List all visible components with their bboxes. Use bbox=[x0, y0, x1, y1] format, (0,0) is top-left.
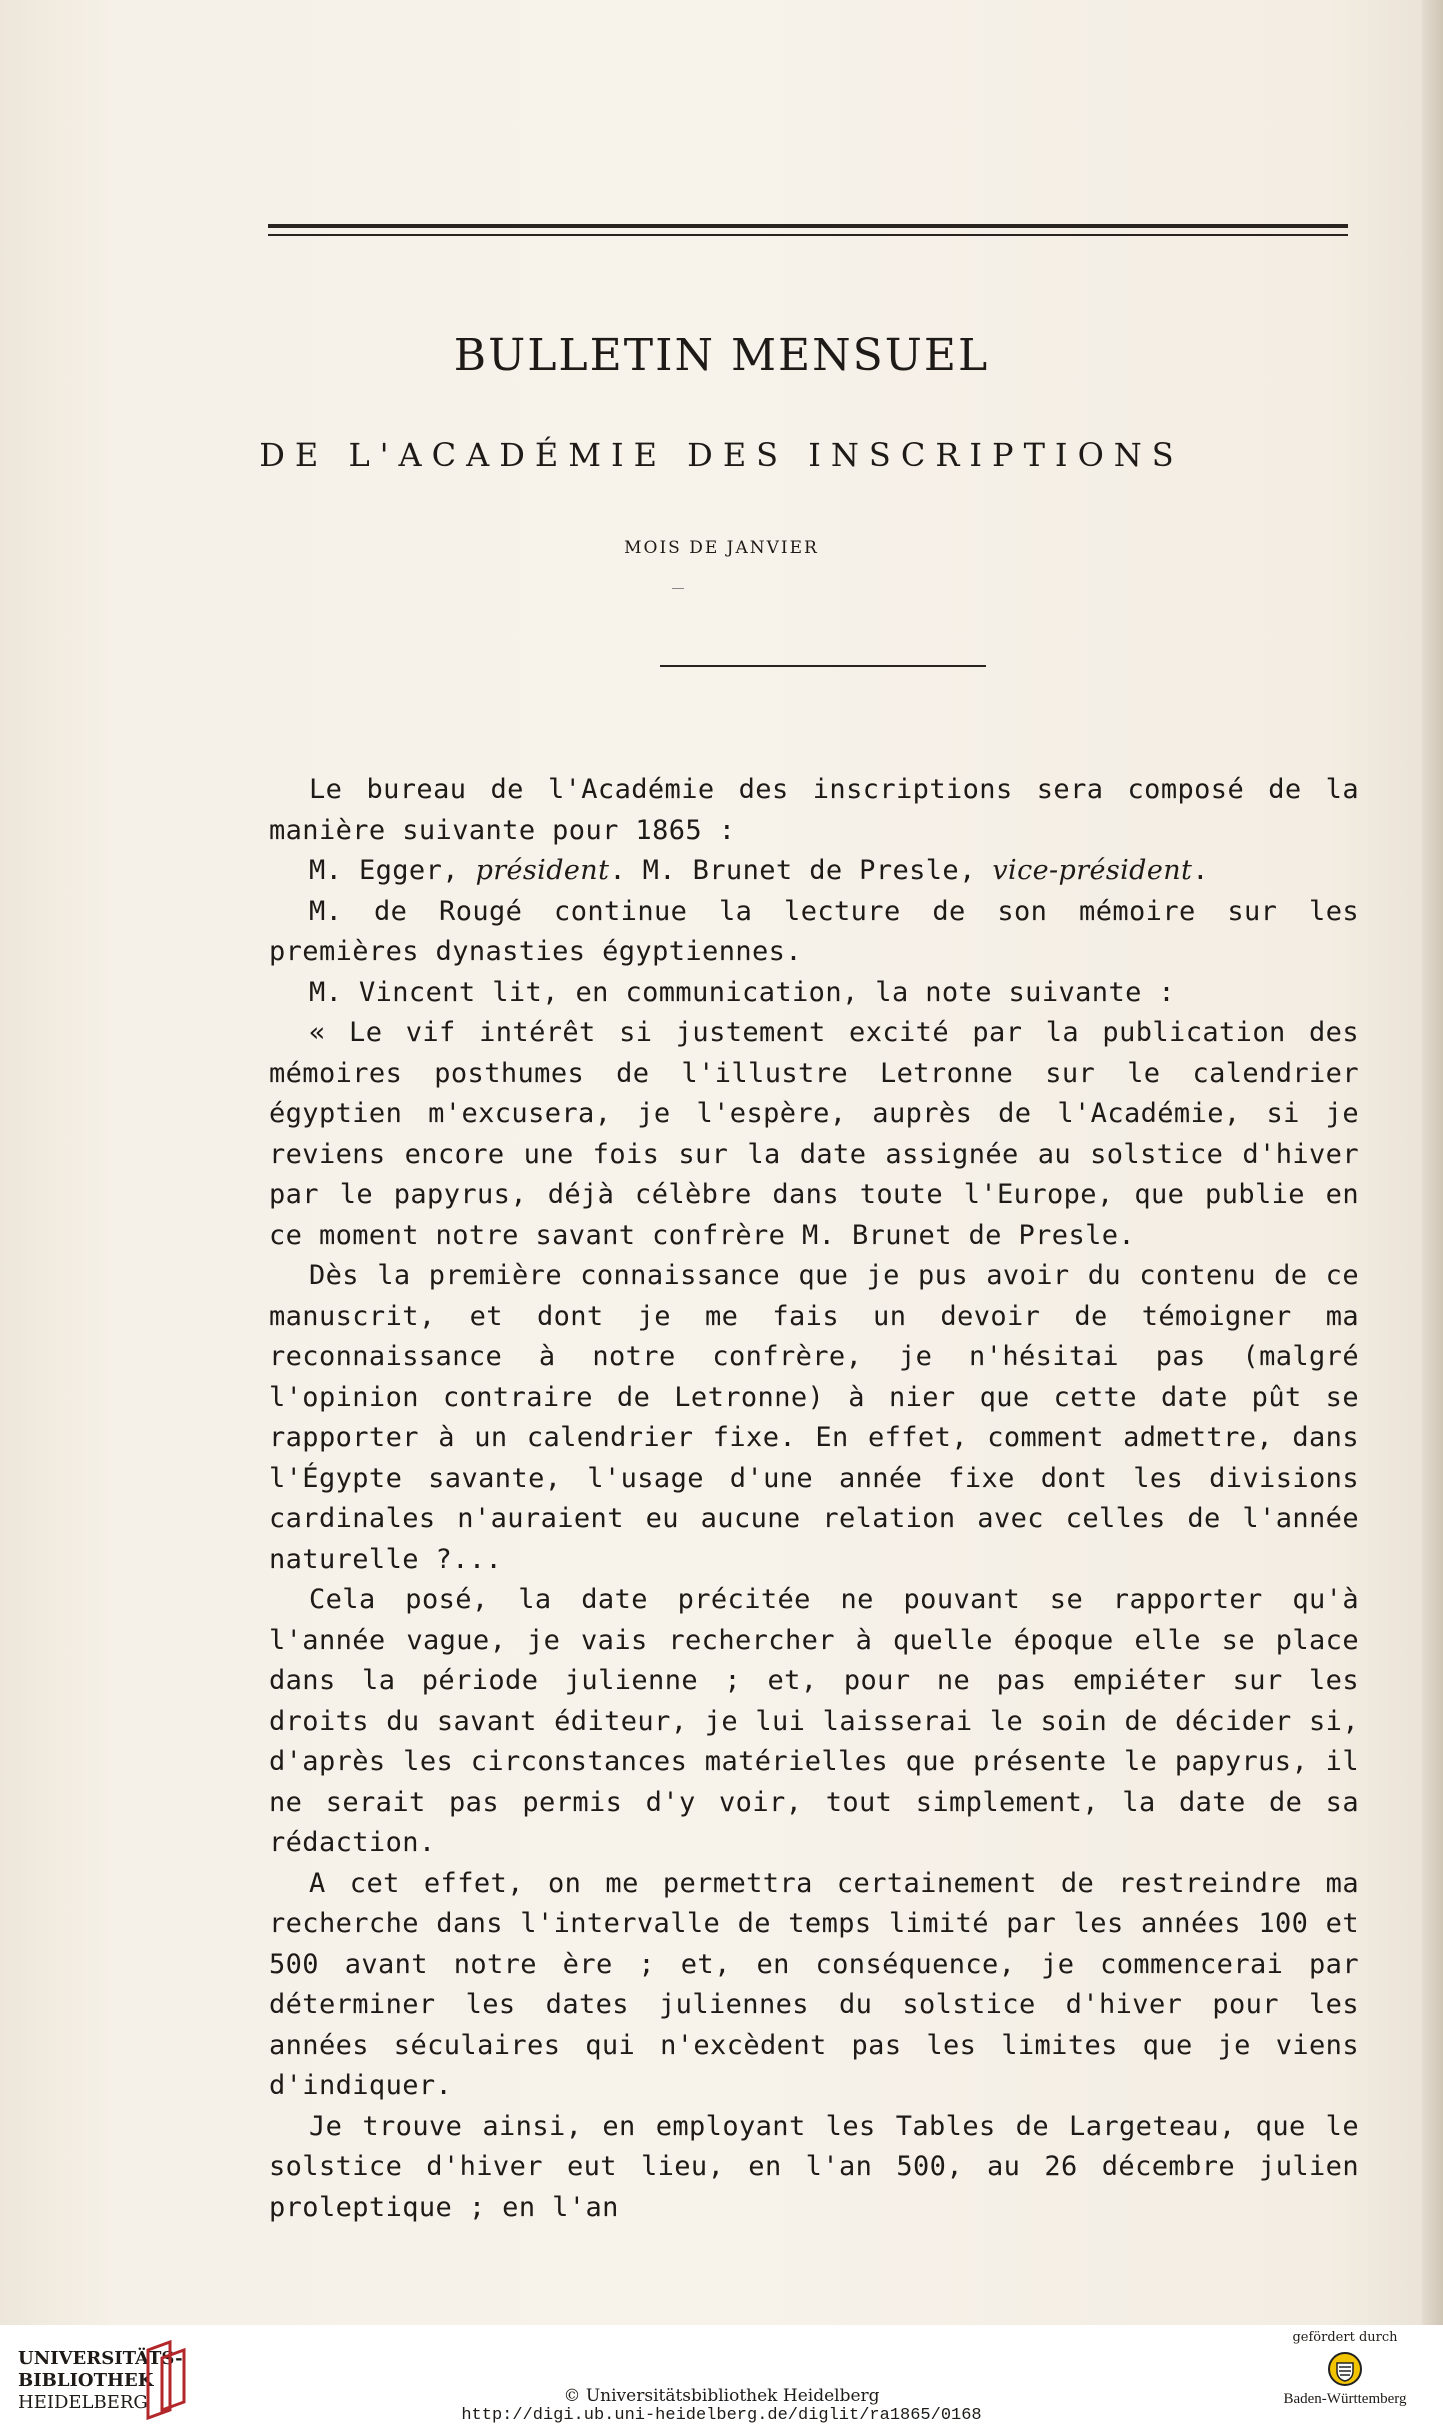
copyright-text: © Universitätsbibliothek Heidelberg bbox=[563, 2386, 880, 2406]
section-divider bbox=[660, 665, 986, 667]
article-body bbox=[269, 770, 1359, 2228]
paragraph: Le bureau de l'Académie des inscriptions sera composé de la manière suivante pour 1865 : bbox=[269, 774, 1359, 846]
state-seal-icon bbox=[1327, 2351, 1363, 2387]
header-double-rule-top bbox=[268, 224, 1348, 228]
bulletin-title: BULLETIN MENSUEL bbox=[453, 330, 990, 381]
copyright-block bbox=[0, 2386, 1443, 2426]
ornament-dash bbox=[672, 588, 684, 589]
paragraph: M. de Rougé continue la lecture de son mémoire sur les premières dynasties égyptiennes. bbox=[269, 895, 1359, 967]
role-president: président bbox=[475, 855, 610, 886]
header-double-rule-bottom bbox=[268, 234, 1348, 236]
bulletin-subtitle: DE L'ACADÉMIE DES INSCRIPTIONS bbox=[259, 436, 1184, 474]
sponsor-block[interactable] bbox=[1260, 2330, 1430, 2408]
sponsor-label: gefördert durch bbox=[1292, 2330, 1398, 2345]
month-heading: MOIS DE JANVIER bbox=[624, 538, 819, 558]
paragraph: A cet effet, on me permettra certainement de restreindre ma recherche dans l'intervalle de temps limité par les années 100 et 500 avant notre ère ; et, en conséquence, je commencerai par déterminer les dates juliennes du solstice d'hiver pour les années séculaires qui n'excèdent pas les limites que je viens d'indiquer. bbox=[269, 1867, 1359, 2101]
officers-line: M. Egger, président. M. Brunet de Presle, vice-président. bbox=[309, 855, 1209, 886]
paragraph: Dès la première connaissance que je pus avoir du contenu de ce manuscrit, et dont je me fais un devoir de témoigner ma reconnaissance à notre confrère, je n'hésitai pas (malgré l'opinion contraire de Letronne) à nier que cette date pût se rapporter à un calendrier fixe. En effet, comment admettre, dans l'Égypte savante, l'usage d'une année fixe dont les divisions cardinales n'auraient eu aucune relation avec celles de l'année naturelle ?... bbox=[269, 1260, 1359, 1575]
library-name[interactable]: UNIVERSITÄTS- BIBLIOTHEK HEIDELBERG bbox=[18, 2348, 183, 2413]
role-vice-president: vice-président bbox=[992, 855, 1193, 886]
sponsor-name: Baden-Württemberg bbox=[1283, 2391, 1407, 2407]
paragraph: Je trouve ainsi, en employant les Tables de Largeteau, que le solstice d'hiver eut lieu, en l'an 500, au 26 décembre julien proleptique ; en l'an bbox=[269, 2110, 1359, 2223]
permalink-url[interactable]: http://digi.ub.uni-heidelberg.de/diglit/ra1865/0168 bbox=[461, 2406, 982, 2425]
paragraph: Cela posé, la date précitée ne pouvant se rapporter qu'à l'année vague, je vais rechercher à quelle époque elle se place dans la période julienne ; et, pour ne pas empiéter sur les droits du savant éditeur, je lui laisserai le soin de décider si, d'après les circonstances matérielles que présente le papyrus, il ne serait pas permis d'y voir, tout simplement, la date de sa rédaction. bbox=[269, 1584, 1359, 1858]
paragraph: « Le vif intérêt si justement excité par la publication des mémoires posthumes de l'illustre Letronne sur le calendrier égyptien m'excusera, je l'espère, auprès de l'Académie, si je reviens encore une fois sur la date assignée au solstice d'hiver par le papyrus, déjà célèbre dans toute l'Europe, que publie en ce moment notre savant confrère M. Brunet de Presle. bbox=[269, 1017, 1359, 1251]
paragraph: M. Vincent lit, en communication, la note suivante : bbox=[309, 976, 1176, 1008]
